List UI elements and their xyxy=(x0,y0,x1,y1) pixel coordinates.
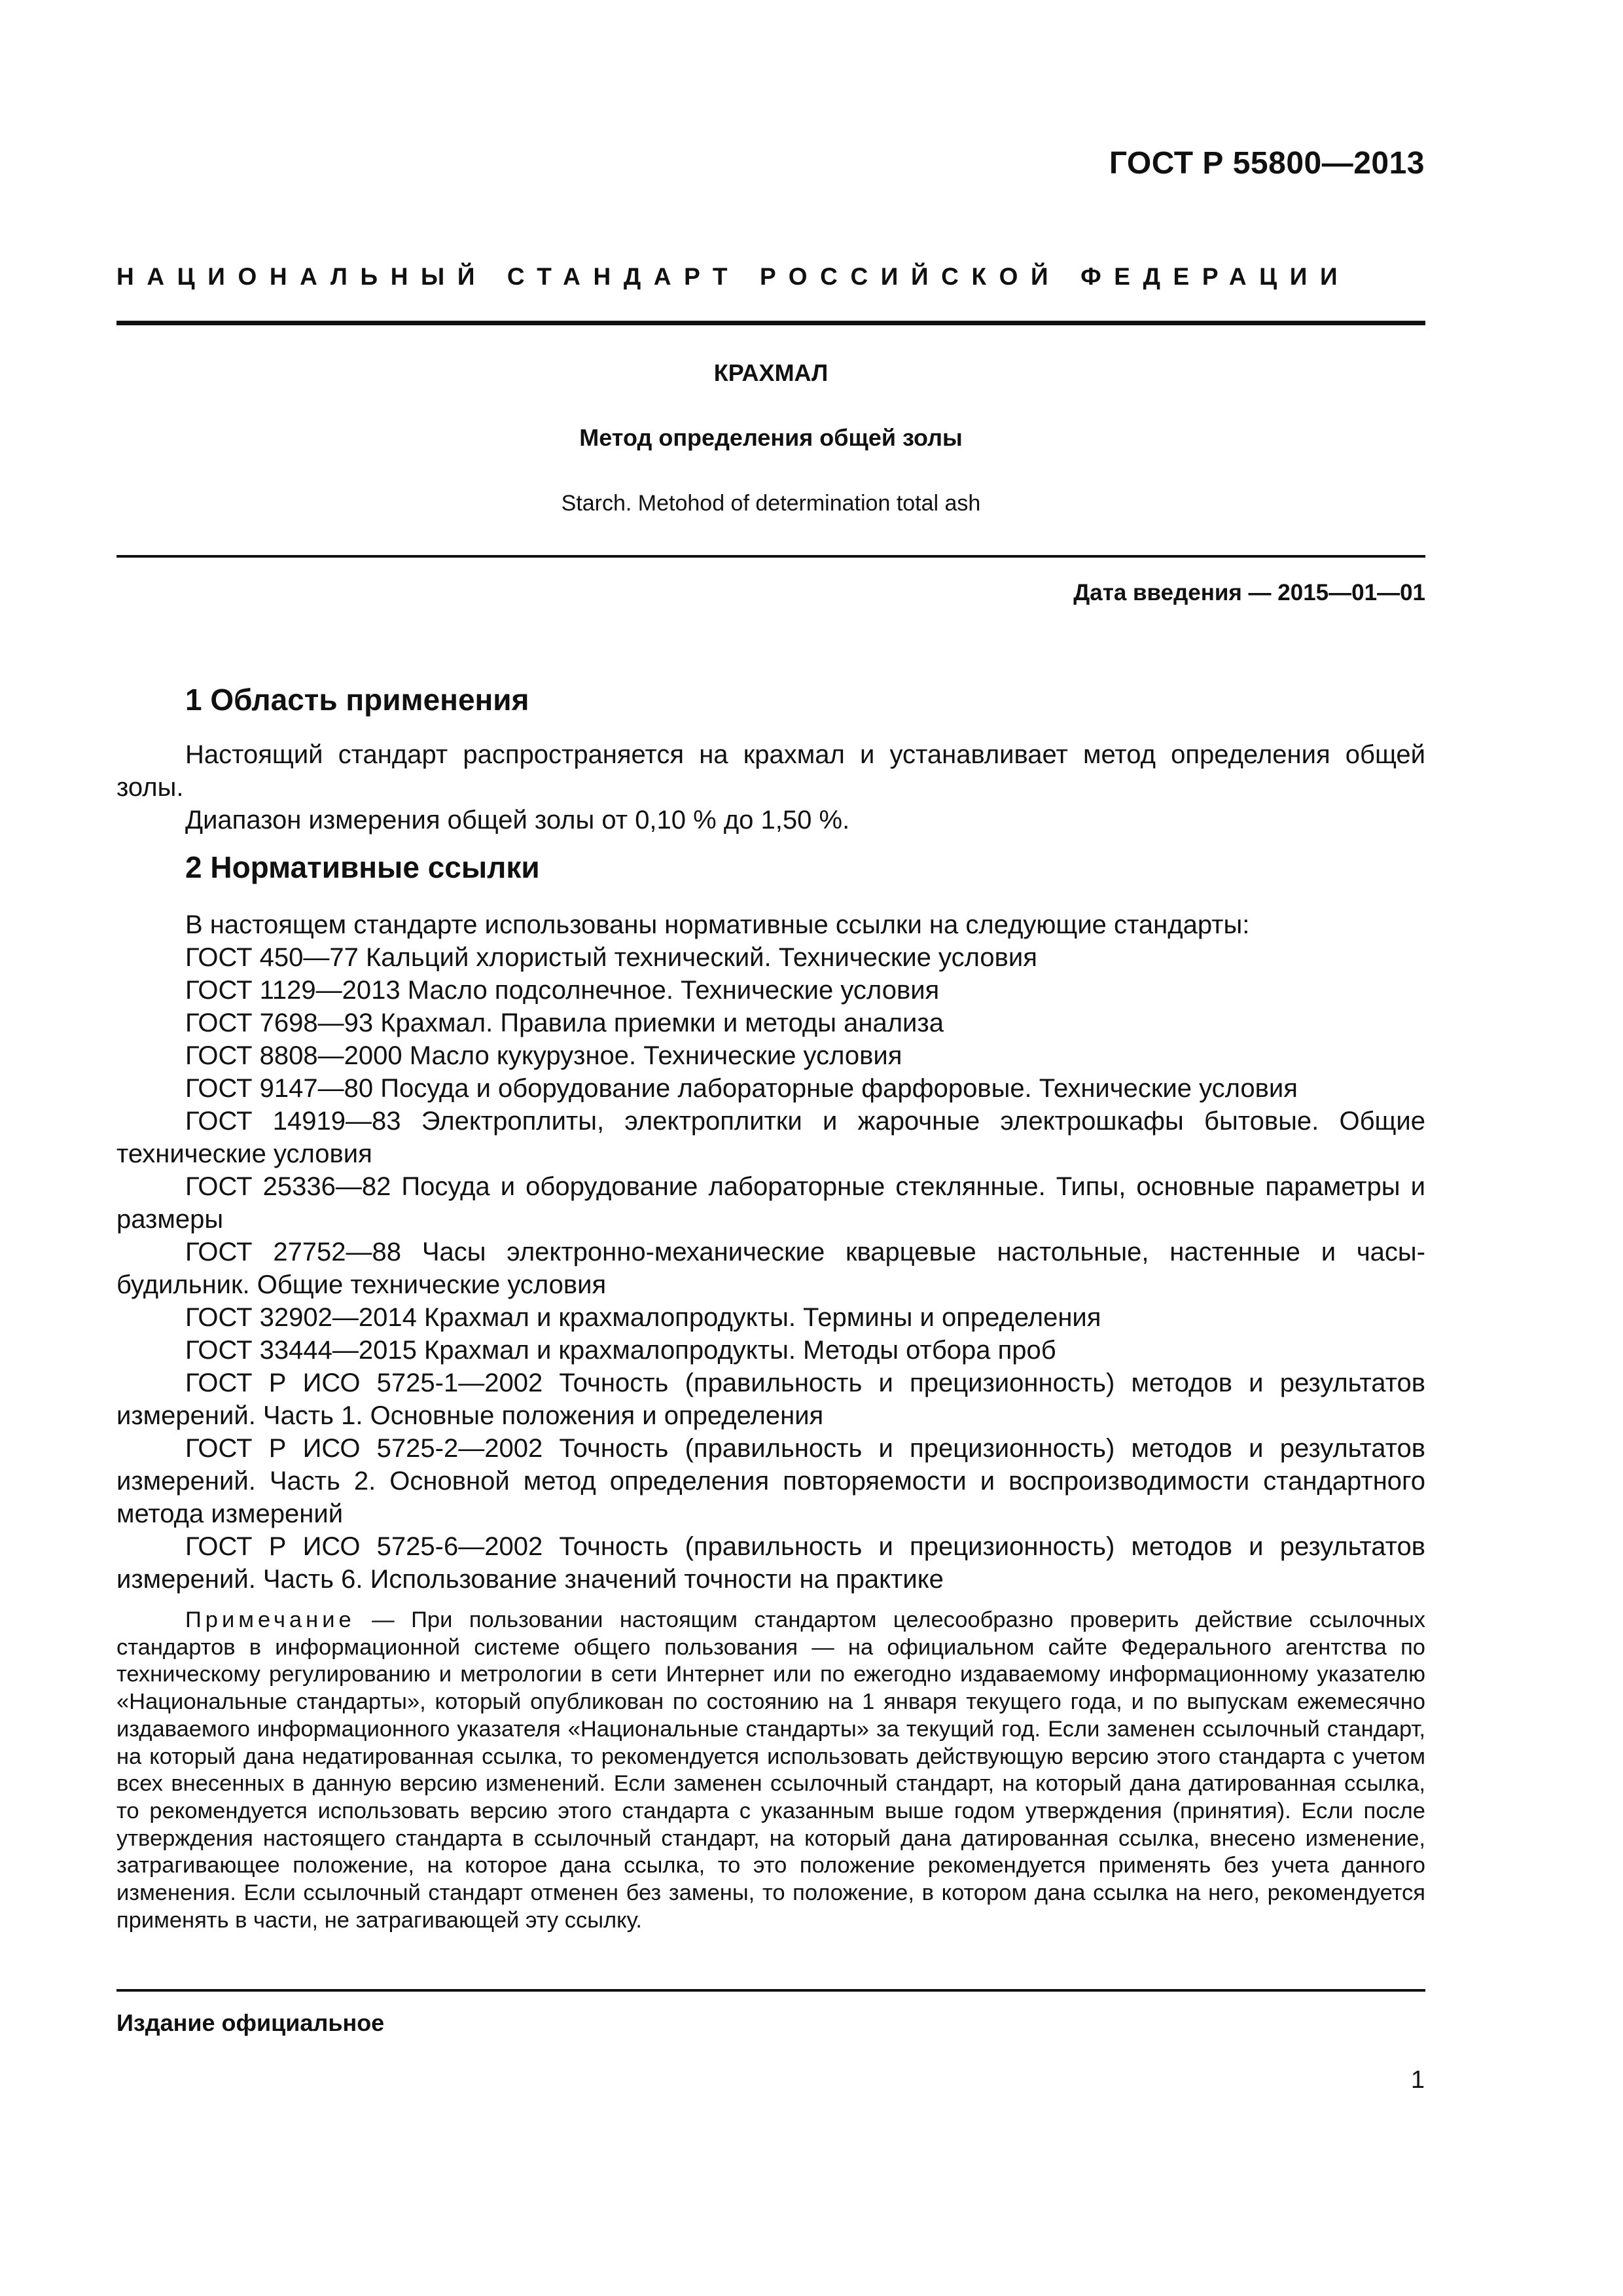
page-number: 1 xyxy=(1410,2066,1425,2094)
normative-reference-item: ГОСТ 9147—80 Посуда и оборудование лабораторные фарфоровые. Технические условия xyxy=(185,1074,1298,1103)
normative-reference-item: ГОСТ 1129—2013 Масло подсолнечное. Технические условия xyxy=(185,976,940,1005)
normative-reference-item: ГОСТ 27752—88 Часы электронно-механические кварцевые настольные, настенные и часы-будильник. Общие технические условия xyxy=(116,1238,1425,1299)
normative-reference-intro: В настоящем стандарте использованы нормативные ссылки на следующие стандарты: xyxy=(185,910,1250,939)
normative-reference-item: ГОСТ 450—77 Кальций хлористый технический. Технические условия xyxy=(185,943,1037,972)
normative-reference-item: ГОСТ 32902—2014 Крахмал и крахмалопродукты. Термины и определения xyxy=(185,1303,1101,1332)
header-rule xyxy=(116,321,1425,325)
normative-reference-item: ГОСТ 8808—2000 Масло кукурузное. Технические условия xyxy=(185,1041,902,1070)
standard-english-title: Starch. Metohod of determination total ash xyxy=(561,491,981,516)
normative-reference-item: ГОСТ 25336—82 Посуда и оборудование лабораторные стеклянные. Типы, основные параметры и размеры xyxy=(116,1172,1425,1234)
normative-reference-item: ГОСТ Р ИСО 5725-2—2002 Точность (правильность и прецизионность) методов и результатов измерений. Часть 2. Основной метод определения повторяемости и воспроизводимости стандартного метода измерений xyxy=(116,1434,1425,1528)
section-1-paragraph: Диапазон измерения общей золы от 0,10 % до 1,50 %. xyxy=(185,806,850,834)
section-2-body xyxy=(116,908,1425,1596)
normative-reference-item: ГОСТ 14919—83 Электроплиты, электроплитки и жарочные электрошкафы бытовые. Общие технические условия xyxy=(116,1107,1425,1168)
edition-label: Издание официальное xyxy=(116,2009,385,2036)
footer-rule xyxy=(116,1989,1425,1992)
normative-reference-item: ГОСТ 33444—2015 Крахмал и крахмалопродукты. Методы отбора проб xyxy=(185,1336,1056,1365)
normative-reference-item: ГОСТ Р ИСО 5725-6—2002 Точность (правильность и прецизионность) методов и результатов измерений. Часть 6. Использование значений точности на практике xyxy=(116,1532,1425,1594)
section-1-heading: 1 Область применения xyxy=(185,683,529,717)
standard-designation: ГОСТ Р 55800—2013 xyxy=(1109,146,1425,181)
section-1-paragraph: Настоящий стандарт распространяется на крахмал и устанавливает метод определения общей золы. xyxy=(116,740,1425,802)
reference-note xyxy=(116,1607,1425,1934)
standard-title: КРАХМАЛ xyxy=(713,359,829,386)
title-rule xyxy=(116,555,1425,558)
normative-reference-item: ГОСТ 7698—93 Крахмал. Правила приемки и методы анализа xyxy=(185,1009,944,1037)
note-text: — При пользовании настоящим стандартом целесообразно проверить действие ссылочных стандартов в информационной системе общего пользования — на официальном сайте Федерального агентства по техническому регулированию и метрологии в сети Интернет или по ежегодно издаваемому информационному указателю «Национальные стандарты», который опубликован по состоянию на 1 января текущего года, и по выпускам ежемесячно издаваемого информационного указателя «Национальные стандарты» за текущий год. Если заменен ссылочный стандарт, на который дана недатированная ссылка, то рекомендуется использовать действующую версию этого стандарта с учетом всех внесенных в данную версию изменений. Если заменен ссылочный стандарт, на который дана датированная ссылка, то рекомендуется использовать версию этого стандарта с указанным выше годом утверждения (принятия). Если после утверждения настоящего стандарта в ссылочный стандарт, на который дана датированная ссылка, внесено изменение, затрагивающее положение, на которое дана ссылка, то это положение рекомендуется применять без учета данного изменения. Если ссылочный стандарт отменен без замены, то положение, в котором дана ссылка на него, рекомендуется применять в части, не затрагивающей эту ссылку. xyxy=(116,1607,1425,1933)
standard-subtitle: Метод определения общей золы xyxy=(579,424,963,451)
national-standard-title: НАЦИОНАЛЬНЫЙ СТАНДАРТ РОССИЙСКОЙ ФЕДЕРАЦИИ xyxy=(116,263,1351,290)
note-label: Примечание xyxy=(185,1607,355,1632)
introduction-date: Дата введения — 2015—01—01 xyxy=(1073,580,1425,605)
normative-reference-item: ГОСТ Р ИСО 5725-1—2002 Точность (правильность и прецизионность) методов и результатов измерений. Часть 1. Основные положения и определения xyxy=(116,1369,1425,1430)
section-1-body xyxy=(116,738,1425,836)
section-2-heading: 2 Нормативные ссылки xyxy=(185,850,540,884)
